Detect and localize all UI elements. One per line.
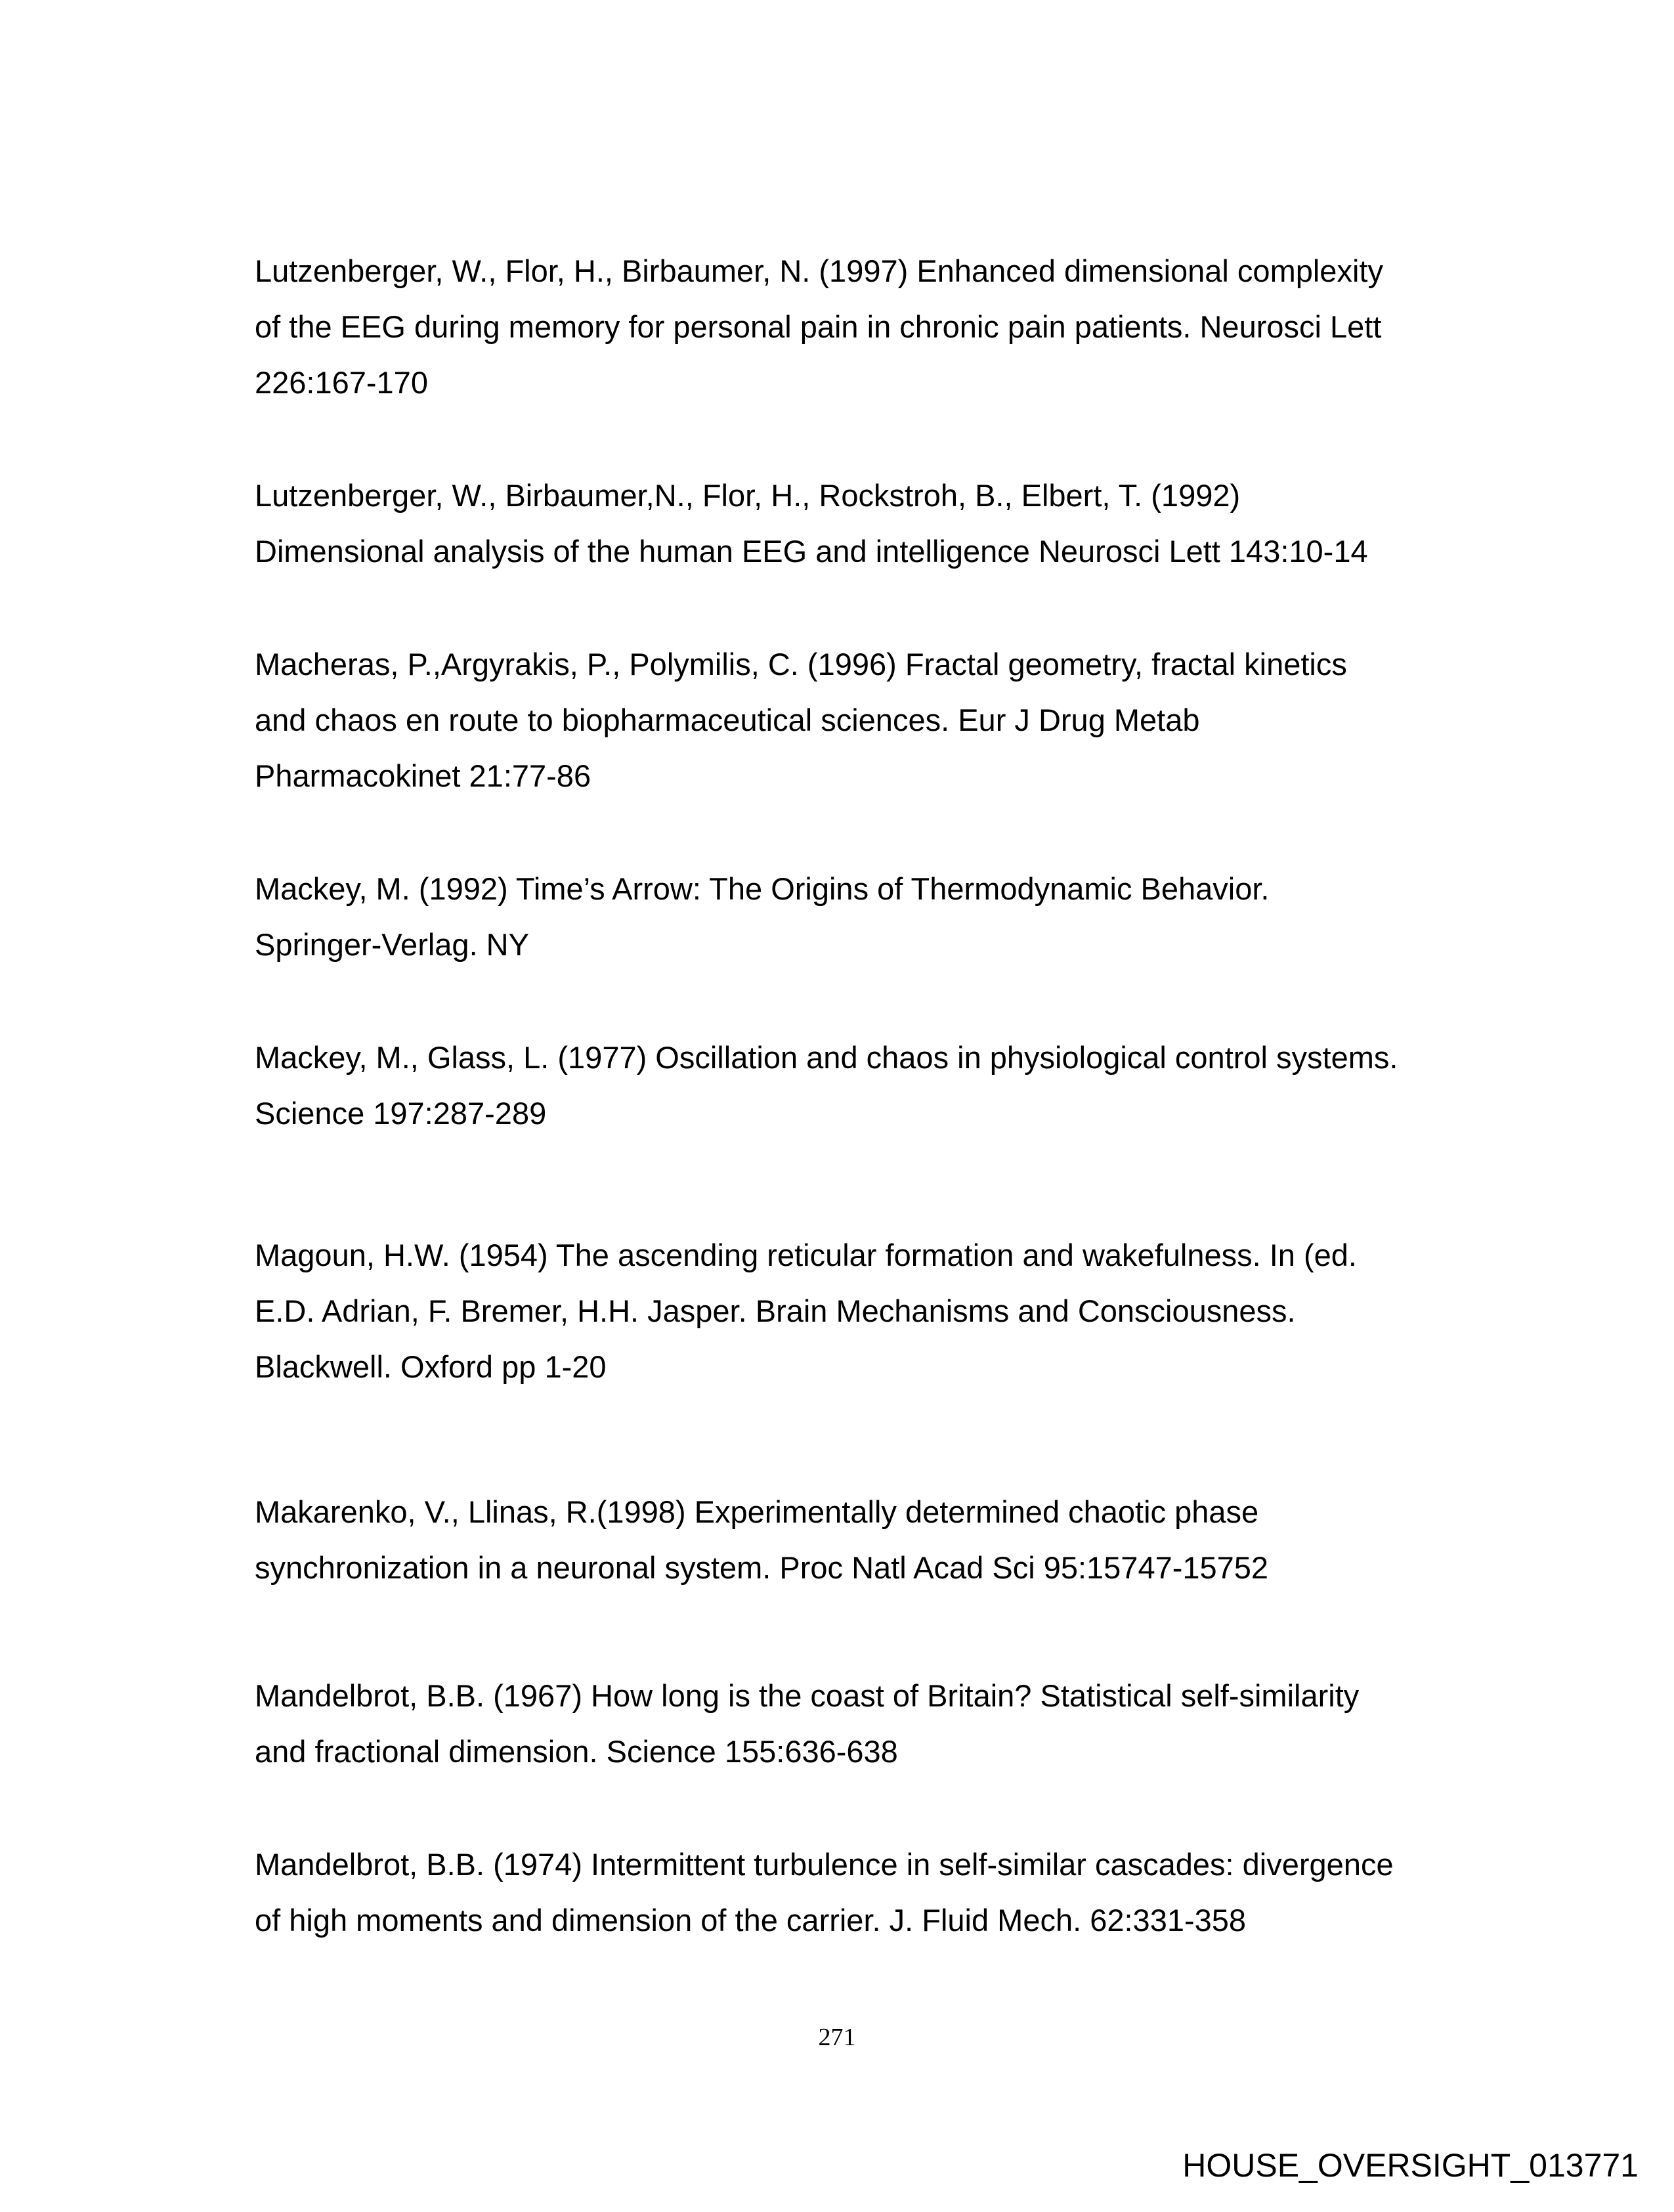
reference-entry: [255, 1836, 1489, 1948]
reference-line: E.D. Adrian, F. Bremer, H.H. Jasper. Brain Mechanisms and Consciousness.: [255, 1293, 1296, 1328]
page-number: 271: [818, 2024, 856, 2051]
bates-number: HOUSE_OVERSIGHT_013771: [1182, 2147, 1639, 2184]
reference-line: Mandelbrot, B.B. (1967) How long is the coast of Britain? Statistical self-similarity: [255, 1678, 1360, 1713]
reference-line: and fractional dimension. Science 155:636-638: [255, 1734, 898, 1769]
reference-entry: [255, 1227, 1489, 1395]
reference-entry: [255, 1030, 1489, 1141]
reference-line: Lutzenberger, W., Birbaumer,N., Flor, H., Rockstroh, B., Elbert, T. (1992): [255, 478, 1241, 513]
reference-line: of the EEG during memory for personal pain in chronic pain patients. Neurosci Lett: [255, 309, 1382, 344]
reference-line: Blackwell. Oxford pp 1-20: [255, 1349, 607, 1384]
reference-entry: [255, 243, 1489, 410]
reference-line: Mackey, M., Glass, L. (1977) Oscillation and chaos in physiological control systems.: [255, 1040, 1398, 1075]
reference-entry: [255, 1484, 1489, 1595]
reference-line: Makarenko, V., Llinas, R.(1998) Experimentally determined chaotic phase: [255, 1494, 1259, 1529]
reference-line: Pharmacokinet 21:77-86: [255, 758, 591, 793]
reference-line: Mackey, M. (1992) Time’s Arrow: The Origins of Thermodynamic Behavior.: [255, 871, 1270, 906]
reference-entry: [255, 1668, 1489, 1779]
reference-line: Mandelbrot, B.B. (1974) Intermittent turbulence in self-similar cascades: divergence: [255, 1847, 1394, 1882]
reference-line: Science 197:287-289: [255, 1096, 547, 1131]
reference-line: Magoun, H.W. (1954) The ascending reticular formation and wakefulness. In (ed.: [255, 1238, 1357, 1272]
reference-line: of high moments and dimension of the carrier. J. Fluid Mech. 62:331-358: [255, 1903, 1247, 1938]
reference-entry: [255, 861, 1489, 972]
reference-line: Lutzenberger, W., Flor, H., Birbaumer, N. (1997) Enhanced dimensional complexity: [255, 253, 1383, 288]
reference-entry: [255, 467, 1489, 579]
reference-line: and chaos en route to biopharmaceutical sciences. Eur J Drug Metab: [255, 703, 1200, 737]
reference-line: synchronization in a neuronal system. Proc Natl Acad Sci 95:15747-15752: [255, 1550, 1269, 1585]
reference-line: 226:167-170: [255, 365, 428, 400]
reference-line: Dimensional analysis of the human EEG and intelligence Neurosci Lett 143:10-14: [255, 534, 1368, 569]
reference-entry: [255, 636, 1489, 804]
reference-line: Macheras, P.,Argyrakis, P., Polymilis, C. (1996) Fractal geometry, fractal kinetics: [255, 647, 1347, 682]
reference-line: Springer-Verlag. NY: [255, 927, 529, 962]
